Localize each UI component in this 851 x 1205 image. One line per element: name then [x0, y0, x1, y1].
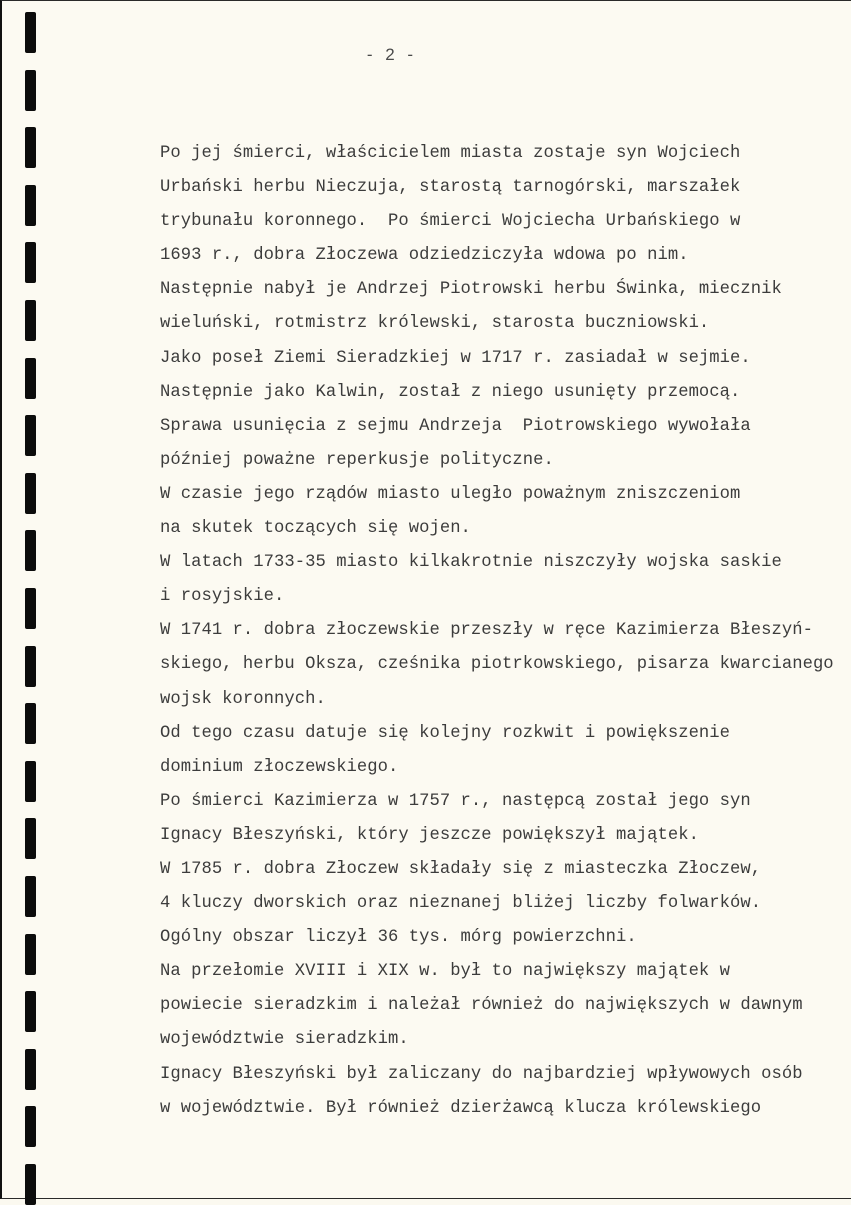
text-line: wieluński, rotmistrz królewski, starosta buczniowski.	[160, 314, 710, 334]
typewritten-body	[160, 141, 840, 1130]
binding-hole	[25, 991, 36, 1032]
binding-hole	[25, 1049, 36, 1090]
text-line: Jako poseł Ziemi Sieradzkiej w 1717 r. zasiadał w sejmie.	[160, 348, 751, 368]
text-line: w województwie. Był również dzierżawcą klucza królewskiego	[160, 1098, 762, 1118]
page-number: - 2 -	[366, 45, 418, 64]
text-line: Następnie nabył je Andrzej Piotrowski herbu Świnka, miecznik	[160, 280, 782, 300]
text-line: W latach 1733-35 miasto kilkakrotnie niszczyły wojska saskie	[160, 553, 782, 573]
binding-hole	[25, 415, 36, 456]
binding-hole	[25, 358, 36, 399]
text-line: 1693 r., dobra Złoczewa odziedziczyła wdowa po nim.	[160, 246, 689, 266]
binding-hole	[25, 761, 36, 802]
binding-hole	[25, 934, 36, 975]
binding-hole	[25, 703, 36, 744]
binding-hole	[25, 530, 36, 571]
text-line: Urbański herbu Nieczuja, starostą tarnogórski, marszałek	[160, 178, 741, 198]
binding-hole	[25, 127, 36, 168]
text-line: i rosyjskie.	[160, 587, 285, 607]
binding-hole	[25, 818, 36, 859]
text-line: Sprawa usunięcia z sejmu Andrzeja Piotrowskiego wywołała	[160, 416, 751, 436]
text-line: W czasie jego rządów miasto uległo poważnym zniszczeniom	[160, 484, 741, 504]
binding-hole	[25, 646, 36, 687]
binding-hole	[25, 70, 36, 111]
text-line: Na przełomie XVIII i XIX w. był to największy majątek w	[160, 962, 731, 982]
text-line: W 1741 r. dobra złoczewskie przeszły w ręce Kazimierza Błeszyń-	[160, 621, 813, 641]
text-line: Ignacy Błeszyński, który jeszcze powiększył majątek.	[160, 825, 699, 845]
binding-hole	[25, 300, 36, 341]
binding-hole	[25, 185, 36, 226]
text-line: na skutek toczących się wojen.	[160, 519, 471, 539]
binding-hole	[25, 1106, 36, 1147]
text-line: województwie sieradzkim.	[160, 1030, 409, 1050]
text-line: Od tego czasu datuje się kolejny rozkwit i powiększenie	[160, 723, 731, 743]
text-line: Po śmierci Kazimierza w 1757 r., następcą został jego syn	[160, 791, 751, 811]
binding-holes	[25, 1, 37, 1200]
text-line: Następnie jako Kalwin, został z niego usunięty przemocą.	[160, 382, 741, 402]
text-line: Po jej śmierci, właścicielem miasta zostaje syn Wojciech	[160, 144, 741, 163]
text-line: 4 kluczy dworskich oraz nieznanej bliżej liczby folwarków.	[160, 894, 762, 914]
text-line: wojsk koronnych.	[160, 689, 326, 709]
text-line: W 1785 r. dobra Złoczew składały się z miasteczka Złoczew,	[160, 859, 762, 879]
binding-hole	[25, 242, 36, 283]
text-line: powiecie sieradzkim i należał również do największych w dawnym	[160, 996, 803, 1016]
text-line: skiego, herbu Oksza, cześnika piotrkowskiego, pisarza kwarcianego	[160, 655, 834, 675]
binding-hole	[25, 588, 36, 629]
binding-hole	[25, 876, 36, 917]
text-line: później poważne reperkusje polityczne.	[160, 450, 554, 470]
text-line: dominium złoczewskiego.	[160, 757, 399, 777]
text-line: Ogólny obszar liczył 36 tys. mórg powierzchni.	[160, 928, 637, 948]
binding-hole	[25, 473, 36, 514]
text-line: Ignacy Błeszyński był zaliczany do najbardziej wpływowych osób	[160, 1064, 803, 1084]
text-line: trybunału koronnego. Po śmierci Wojciecha Urbańskiego w	[160, 212, 741, 232]
